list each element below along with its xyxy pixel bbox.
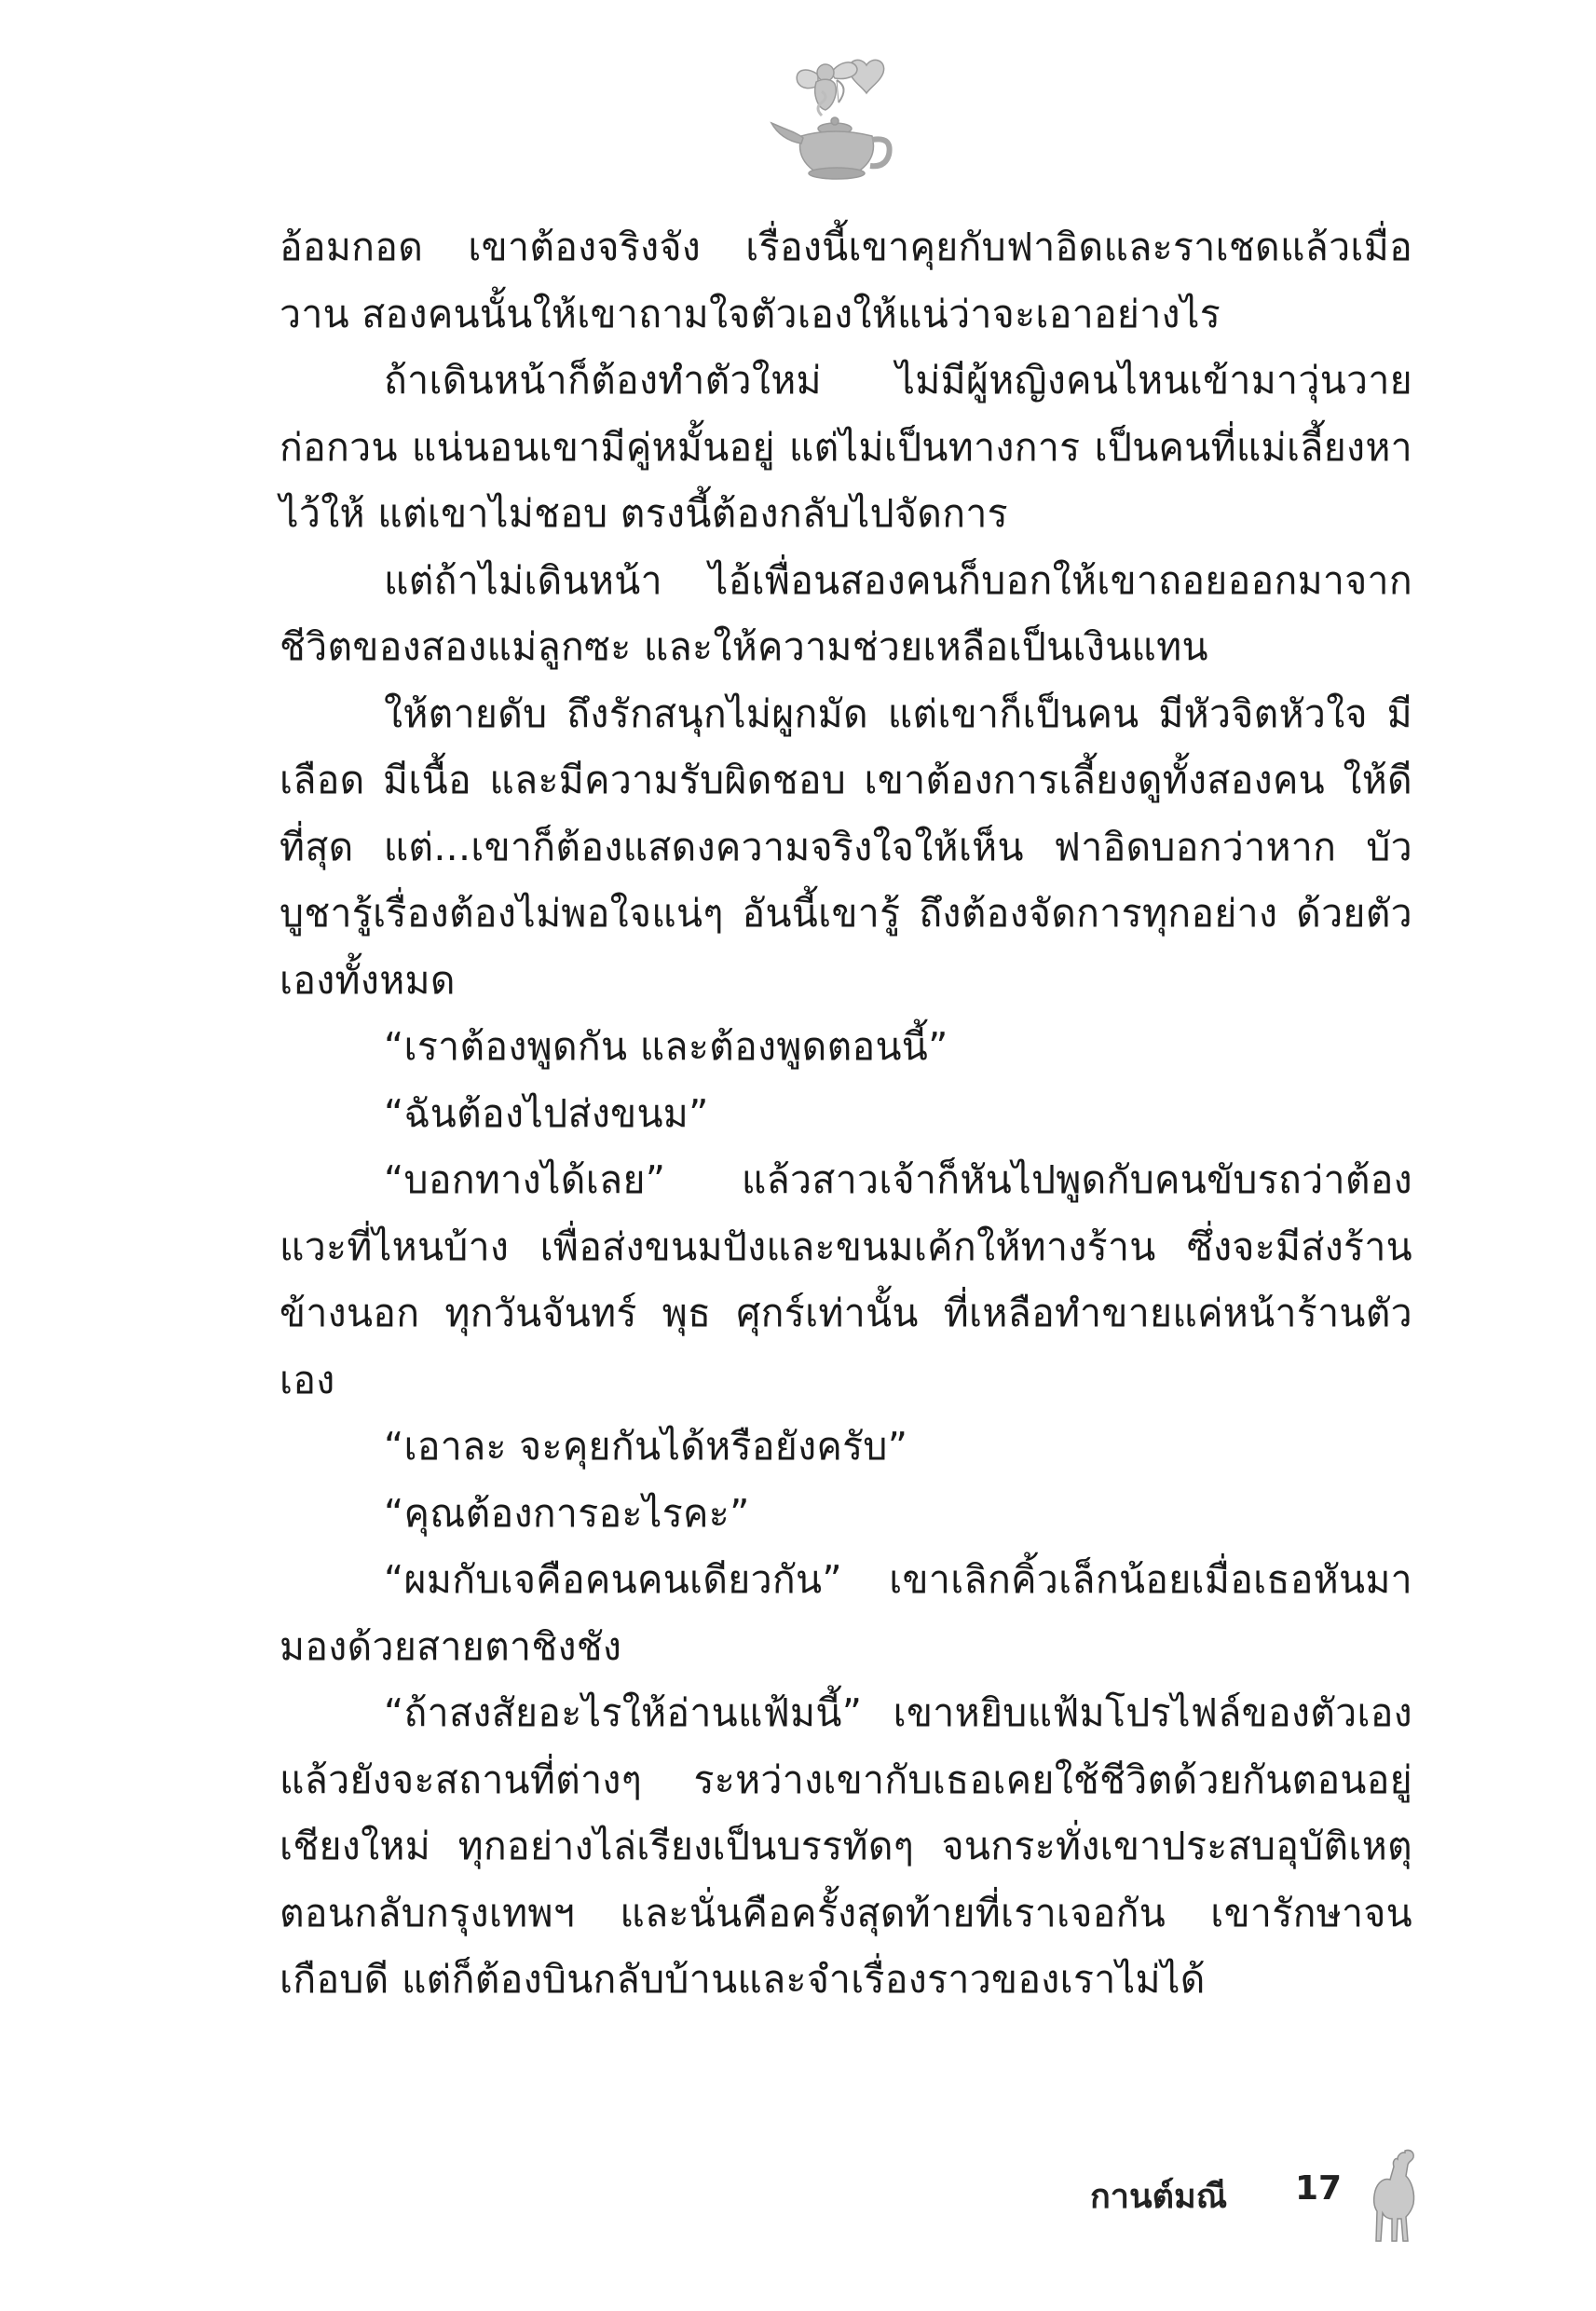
paragraph: ให้ตายดับ ถึงรักสนุกไม่ผูกมัด แต่เขาก็เป็นคน มีหัวจิตหัวใจ มีเลือด มีเนื้อ และมีความรับผิดชอบ เขาต้องการเลี้ยงดูทั้งสองคน ให้ดีที่สุด แต่...เขาก็ต้องแสดงความจริงใจให้เห็น ฟาอิดบอกว่าหาก บัวบูชารู้เรื่องต้องไม่พอใจแน่ๆ อันนี้เขารู้ ถึงต้องจัดการทุกอย่าง ด้วยตัวเองทั้งหมด	[280, 691, 1412, 1003]
paragraph: แต่ถ้าไม่เดินหน้า ไอ้เพื่อนสองคนก็บอกให้เขาถอยออกมาจากชีวิตของสองแม่ลูกซะ และให้ความช่วยเหลือเป็นเงินแทน	[280, 557, 1412, 669]
dialogue-line: “เราต้องพูดกัน และต้องพูดตอนนี้”	[384, 1024, 948, 1069]
paragraph: “บอกทางได้เลย” แล้วสาวเจ้าก็หันไปพูดกับคนขับรถว่าต้องแวะที่ไหนบ้าง เพื่อส่งขนมปังและขนมเค้กให้ทางร้าน ซึ่งจะมีส่งร้านข้างนอก ทุกวันจันทร์ พุธ ศุกร์เท่านั้น ที่เหลือทำขายแค่หน้าร้านตัวเอง	[280, 1157, 1412, 1402]
paragraph: “ผมกับเจคือคนคนเดียวกัน” เขาเลิกคิ้วเล็กน้อยเมื่อเธอหันมามองด้วยสายตาชิงชัง	[280, 1557, 1412, 1669]
page-number: 17	[1295, 2169, 1343, 2208]
cupid-teapot-ornament-icon	[764, 47, 913, 196]
paragraph: “ถ้าสงสัยอะไรให้อ่านแฟ้มนี้” เขาหยิบแฟ้มโปรไฟล์ของตัวเอง แล้วยังจะสถานที่ต่างๆ ระหว่างเขากับเธอเคยใช้ชีวิตด้วยกันตอนอยู่ เชียงใหม่ ทุกอย่างไล่เรียงเป็นบรรทัดๆ จนกระทั่งเขาประสบอุบัติเหตุ ตอนกลับกรุงเทพฯ และนั่นคือครั้งสุดท้ายที่เราเจอกัน เขารักษาจน เกือบดี แต่ก็ต้องบินกลับบ้านและจำเรื่องราวของเราไม่ได้	[280, 1690, 1412, 2002]
body-text	[280, 214, 1412, 2014]
paragraph: อ้อมกอด เขาต้องจริงจัง เรื่องนี้เขาคุยกับฟาอิดและราเชดแล้วเมื่อวาน สองคนนั้นให้เขาถามใจตัวเองให้แน่ว่าจะเอาอย่างไร	[280, 225, 1412, 336]
dialogue-line: “ฉันต้องไปส่งขนม”	[384, 1090, 709, 1136]
page-footer	[1090, 2143, 1425, 2255]
dialogue-line: “เอาละ จะคุยกันได้หรือยังครับ”	[384, 1424, 908, 1469]
camel-icon	[1368, 2143, 1422, 2246]
paragraph: ถ้าเดินหน้าก็ต้องทำตัวใหม่ ไม่มีผู้หญิงคนไหนเข้ามาวุ่นวายก่อกวน แน่นอนเขามีคู่หมั้นอยู่ แต่ไม่เป็นทางการ เป็นคนที่แม่เลี้ยงหาไว้ให้ แต่เขาไม่ชอบ ตรงนี้ต้องกลับไปจัดการ	[280, 358, 1412, 536]
dialogue-line: “คุณต้องการอะไรคะ”	[384, 1490, 750, 1536]
book-title: กานต์มณี	[1090, 2178, 1228, 2216]
